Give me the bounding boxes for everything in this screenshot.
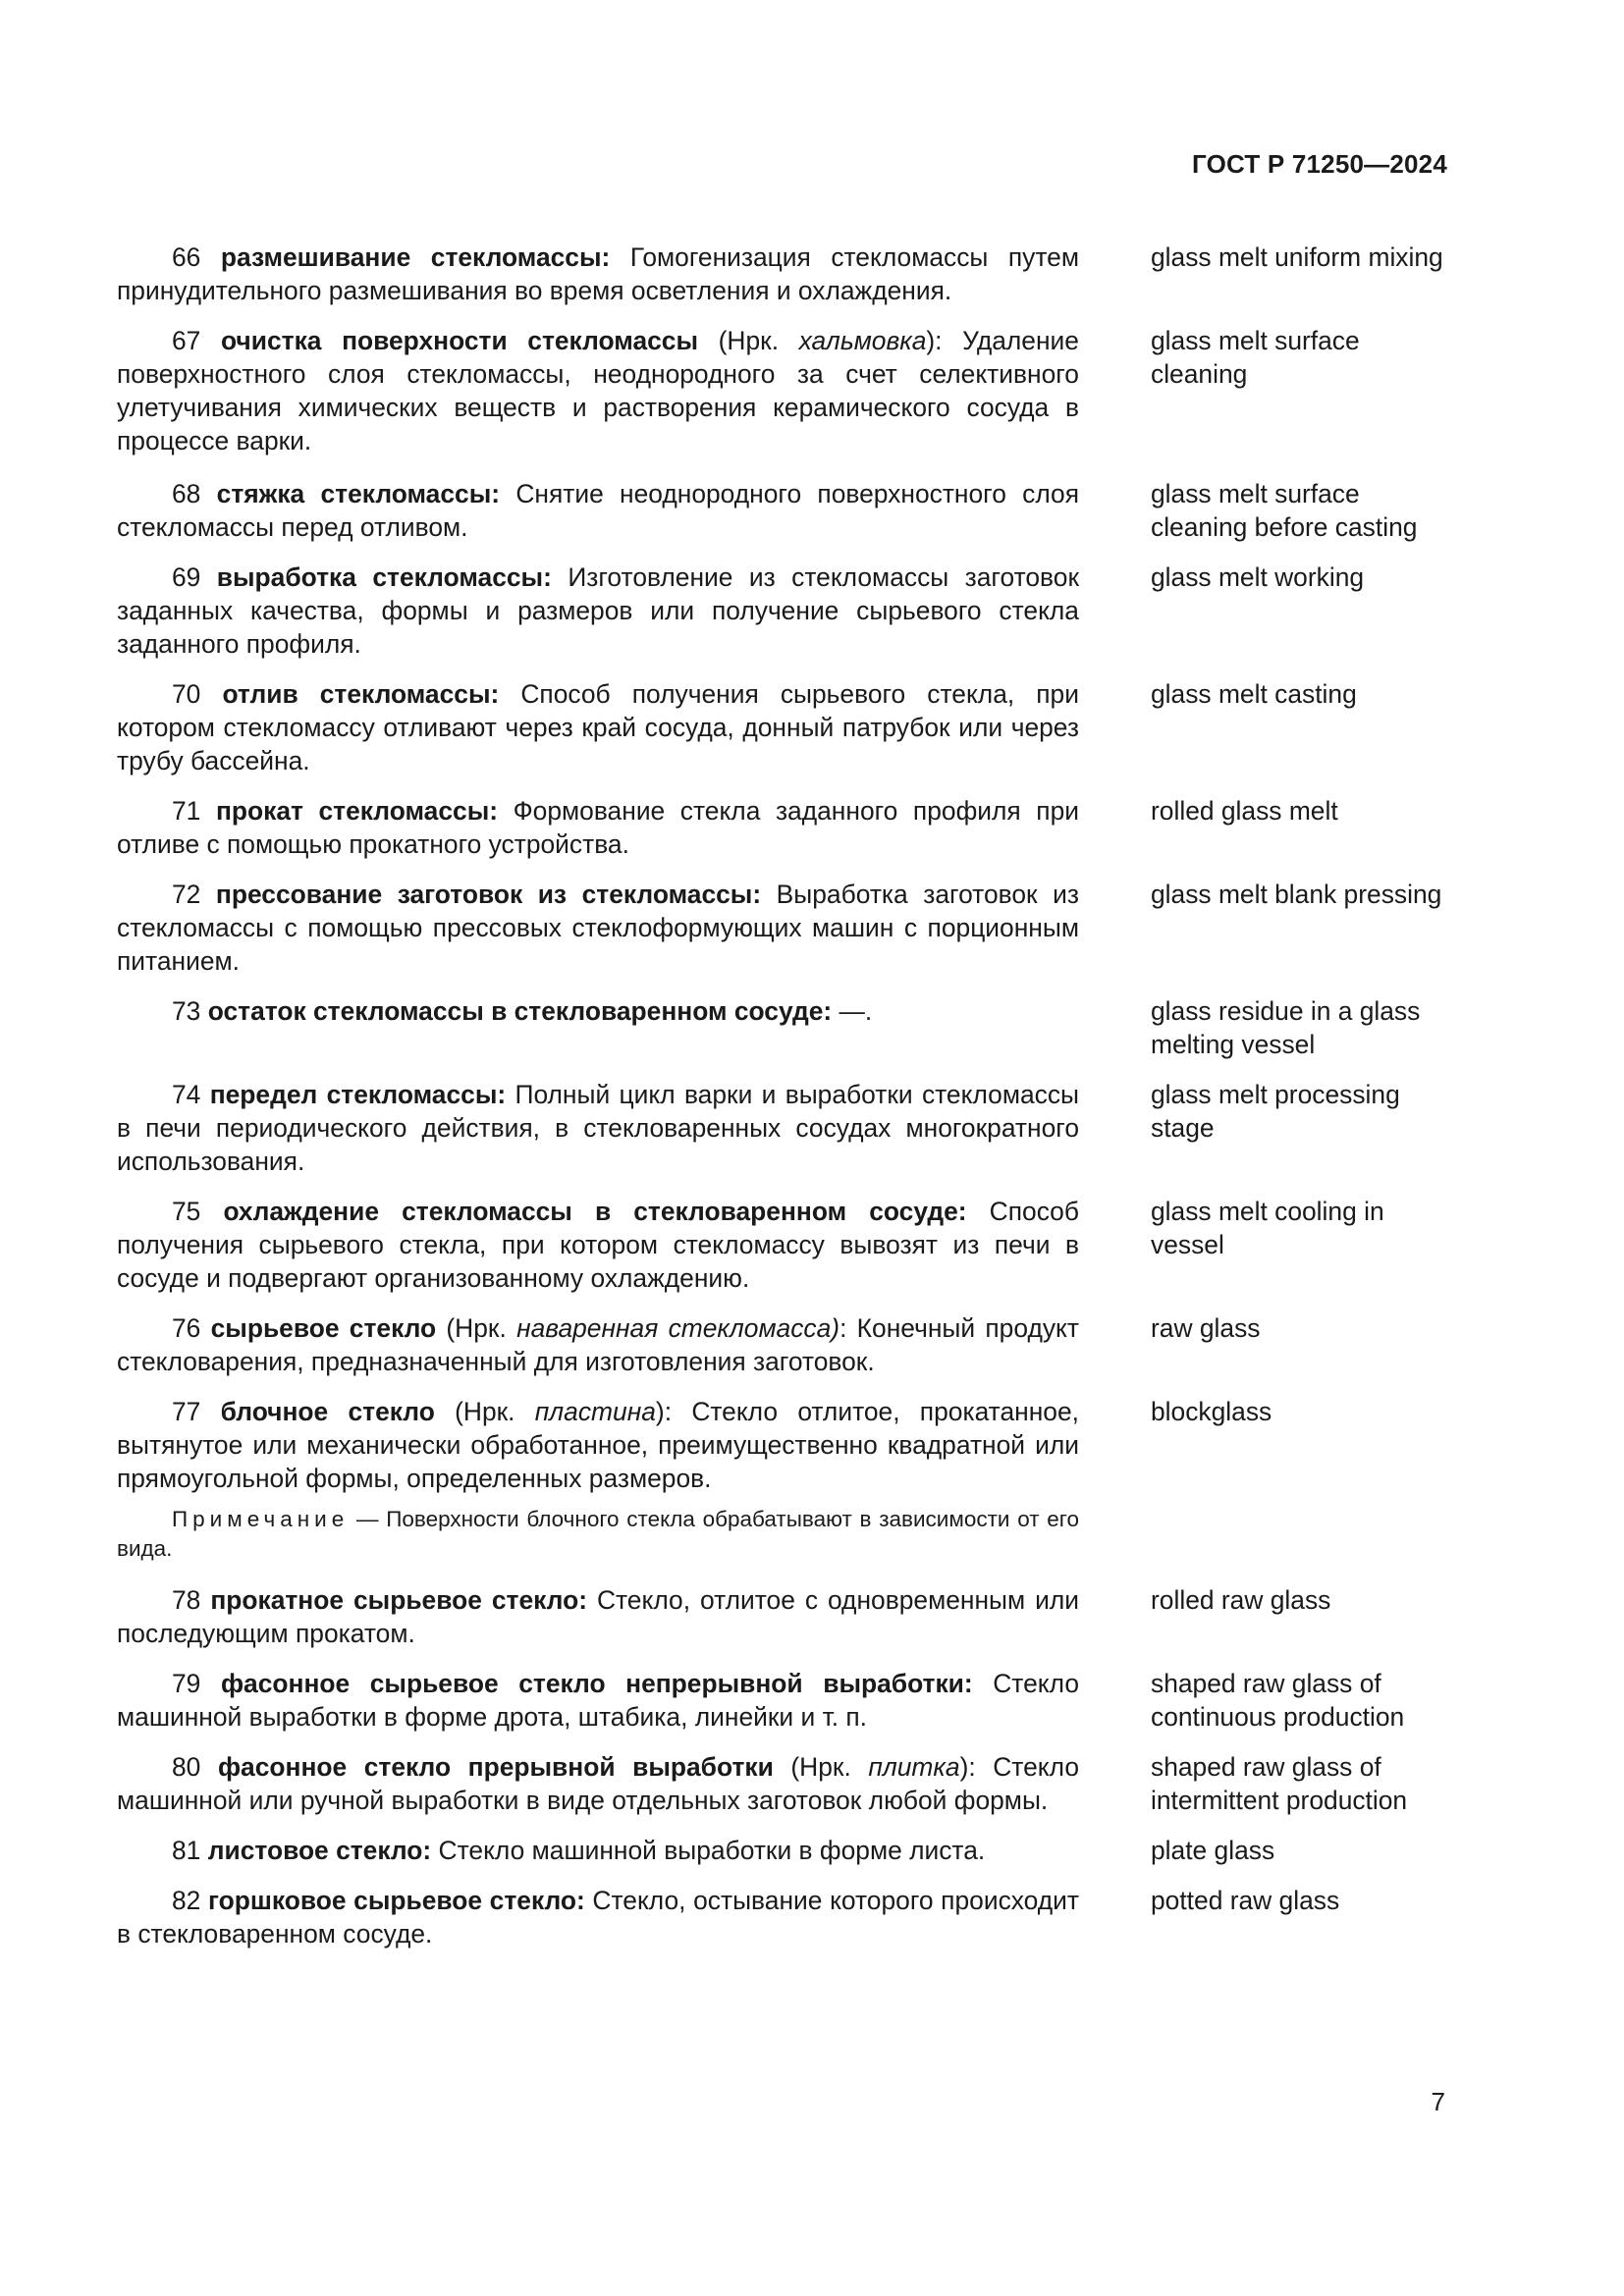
- term-definition: [117, 878, 1079, 978]
- term-entry-81: [117, 1834, 1452, 1867]
- definition-text: Полный цикл варки и выработки стекломассы в печи периодического действия, в стекловаренных сосудах многократного использования.: [117, 1080, 1079, 1176]
- definition-text: Стекло машинной или ручной выработки в виде отдельных заготовок любой формы.: [117, 1752, 1079, 1815]
- term-definition: [117, 1195, 1079, 1295]
- deprecated-term: хальмовка: [798, 326, 927, 355]
- deprecated-term: плитка: [868, 1752, 960, 1782]
- term-definition: [117, 1750, 1079, 1817]
- entry-number: 72: [172, 880, 201, 909]
- definition-text: Стекло, отлитое с одновременным или последующим прокатом.: [117, 1585, 1079, 1648]
- definition-text: Снятие неоднородного поверхностного слоя стекломассы перед отливом.: [117, 479, 1080, 542]
- note-dash: —: [349, 1507, 387, 1531]
- english-equivalent: rolled glass melt: [1151, 796, 1338, 826]
- entry-number: 74: [172, 1080, 201, 1109]
- entry-number: 81: [172, 1836, 201, 1865]
- english-equivalent: glass melt casting: [1151, 679, 1357, 709]
- english-equivalent: glass melt surface cleaning before casting: [1151, 479, 1418, 542]
- term-entry-76: [117, 1311, 1452, 1378]
- english-equivalent: glass melt surface cleaning: [1151, 326, 1360, 389]
- definition-text: Способ получения сырьевого стекла, при котором стекломассу отливают через край сосуда, донный патрубок или через трубу бассейна.: [117, 679, 1079, 775]
- term-definition: [117, 794, 1079, 861]
- term-entry-79: [117, 1667, 1452, 1734]
- definition-text: Формование стекла заданного профиля при отливе с помощью прокатного устройства.: [117, 796, 1079, 859]
- term-entry-70: [117, 677, 1452, 777]
- definition-text: —.: [832, 996, 873, 1026]
- english-equivalent: plate glass: [1151, 1836, 1275, 1865]
- term-title: горшковое сырьевое стекло:: [207, 1886, 585, 1915]
- deprecated-term: пластина: [534, 1397, 656, 1426]
- english-equivalent: glass melt processing stage: [1151, 1080, 1400, 1143]
- term-entry-69: [117, 561, 1452, 661]
- term-title: блочное стекло: [220, 1397, 435, 1426]
- entry-number: 67: [172, 326, 201, 355]
- note-77: [117, 1505, 1079, 1564]
- entry-number: 70: [172, 679, 201, 709]
- term-definition: [117, 677, 1079, 777]
- term-entry-80: [117, 1750, 1452, 1817]
- term-title: размешивание стекломассы:: [220, 242, 611, 272]
- term-definition: [117, 1311, 1079, 1378]
- entry-number: 71: [172, 796, 201, 826]
- definition-text: Стекло машинной выработки в форме дрота, штабика, линейки и т. п.: [117, 1669, 1079, 1732]
- term-title: очистка поверхности стекломассы: [220, 326, 699, 355]
- english-equivalent: raw glass: [1151, 1313, 1261, 1343]
- term-entry-78: [117, 1583, 1452, 1650]
- term-entry-72: [117, 878, 1452, 978]
- entry-number: 73: [172, 996, 201, 1026]
- term-entry-77: [117, 1395, 1452, 1495]
- definition-text: Гомогенизация стекломассы путем принудительного размешивания во время осветления и охлаждения.: [117, 242, 1079, 305]
- term-definition: [117, 324, 1079, 457]
- deprecated-suffix: ):: [959, 1752, 976, 1782]
- english-equivalent: potted raw glass: [1151, 1886, 1340, 1915]
- english-equivalent: glass melt working: [1151, 562, 1365, 592]
- entry-number: 80: [172, 1752, 201, 1782]
- entry-number: 68: [172, 479, 201, 508]
- entry-number: 66: [172, 242, 201, 272]
- term-definition: [117, 1583, 1079, 1650]
- entry-number: 69: [172, 562, 201, 592]
- deprecated-prefix: (Нрк.: [698, 326, 799, 355]
- term-definition: [117, 477, 1079, 544]
- term-entry-82: [117, 1884, 1452, 1950]
- term-title: передел стекломассы:: [209, 1080, 507, 1109]
- definition-text: Выработка заготовок из стекломассы с помощью прессовых стеклоформующих машин с порционным питанием.: [117, 880, 1079, 976]
- english-equivalent: glass melt cooling in vessel: [1151, 1197, 1384, 1259]
- term-title: листовое стекло:: [207, 1836, 432, 1865]
- term-title: фасонное стекло прерывной выработки: [217, 1752, 774, 1782]
- deprecated-suffix: ):: [926, 326, 943, 355]
- definition-text: Изготовление из стекломассы заготовок заданных качества, формы и размеров или получение сырьевого стекла заданного профиля.: [117, 562, 1079, 659]
- term-entry-73: [117, 994, 1452, 1061]
- term-title: прокат стекломассы:: [215, 796, 499, 826]
- term-entry-68: [117, 477, 1452, 544]
- entry-number: 77: [172, 1397, 201, 1426]
- term-definition: [117, 1834, 1079, 1867]
- term-definition: [117, 1667, 1079, 1734]
- english-equivalent: glass melt blank pressing: [1151, 880, 1442, 909]
- english-equivalent: blockglass: [1151, 1397, 1272, 1426]
- definition-text: Удаление поверхностного слоя стекломассы, неоднородного за счет селективного улетучивания химических веществ и растворения керамического сосуда в процессе варки.: [117, 326, 1079, 455]
- term-title: сырьевое стекло: [210, 1313, 437, 1343]
- term-definition: [117, 1395, 1079, 1495]
- entry-number: 76: [172, 1313, 201, 1343]
- definition-text: Стекло машинной выработки в форме листа.: [431, 1836, 986, 1865]
- term-entry-74: [117, 1078, 1452, 1178]
- term-title: стяжка стекломассы:: [216, 479, 501, 508]
- entry-number: 78: [172, 1585, 201, 1615]
- term-title: остаток стекломассы в стекловаренном сосуде:: [207, 996, 833, 1026]
- term-definition: [117, 240, 1079, 307]
- definition-text: Конечный продукт стекловарения, предназначенный для изготовления заготовок.: [117, 1313, 1079, 1376]
- note-text: Поверхности блочного стекла обрабатывают в зависимости от его вида.: [117, 1507, 1079, 1561]
- english-equivalent: shaped raw glass of continuous production: [1151, 1669, 1405, 1732]
- term-entry-71: [117, 794, 1452, 861]
- term-entry-75: [117, 1195, 1452, 1295]
- document-standard-header: ГОСТ Р 71250—2024: [1192, 149, 1447, 179]
- deprecated-prefix: (Нрк.: [773, 1752, 869, 1782]
- term-title: прессование заготовок из стекломассы:: [215, 880, 762, 909]
- definition-text: Стекло отлитое, прокатанное, вытянутое или механически обработанное, преимущественно квадратной или прямоугольной формы, определенных размеров.: [117, 1397, 1079, 1493]
- term-title: прокатное сырьевое стекло:: [210, 1585, 587, 1615]
- term-definition: [117, 561, 1079, 661]
- english-equivalent: shaped raw glass of intermittent production: [1151, 1752, 1408, 1815]
- term-entry-67: [117, 324, 1452, 457]
- deprecated-prefix: (Нрк.: [434, 1397, 535, 1426]
- term-definition: [117, 1884, 1079, 1950]
- deprecated-prefix: (Нрк.: [436, 1313, 517, 1343]
- note-label: Примечание: [172, 1507, 350, 1531]
- term-entry-66: [117, 240, 1452, 307]
- english-equivalent: rolled raw glass: [1151, 1585, 1331, 1615]
- deprecated-suffix: ):: [655, 1397, 673, 1426]
- page-number: 7: [1431, 2087, 1445, 2116]
- deprecated-suffix: :: [839, 1313, 847, 1343]
- entry-number: 82: [172, 1886, 201, 1915]
- entry-number: 75: [172, 1197, 201, 1226]
- term-title: охлаждение стекломассы в стекловаренном сосуде:: [223, 1197, 967, 1226]
- definition-text: Стекло, остывание которого происходит в стекловаренном сосуде.: [117, 1886, 1079, 1949]
- term-title: фасонное сырьевое стекло непрерывной выработки:: [220, 1669, 973, 1698]
- entry-number: 79: [172, 1669, 201, 1698]
- english-equivalent: glass residue in a glass melting vessel: [1151, 996, 1421, 1059]
- term-title: отлив стекломассы:: [222, 679, 500, 709]
- deprecated-term: наваренная стекломасса): [516, 1313, 840, 1343]
- english-equivalent: glass melt uniform mixing: [1151, 242, 1443, 272]
- definition-text: Способ получения сырьевого стекла, при котором стекломассу вывозят из печи в сосуде и подвергают организованному охлаждению.: [117, 1197, 1079, 1293]
- term-definition: [117, 994, 1079, 1061]
- term-title: выработка стекломассы:: [216, 562, 552, 592]
- terms-list: [117, 240, 1452, 1967]
- term-definition: [117, 1078, 1079, 1178]
